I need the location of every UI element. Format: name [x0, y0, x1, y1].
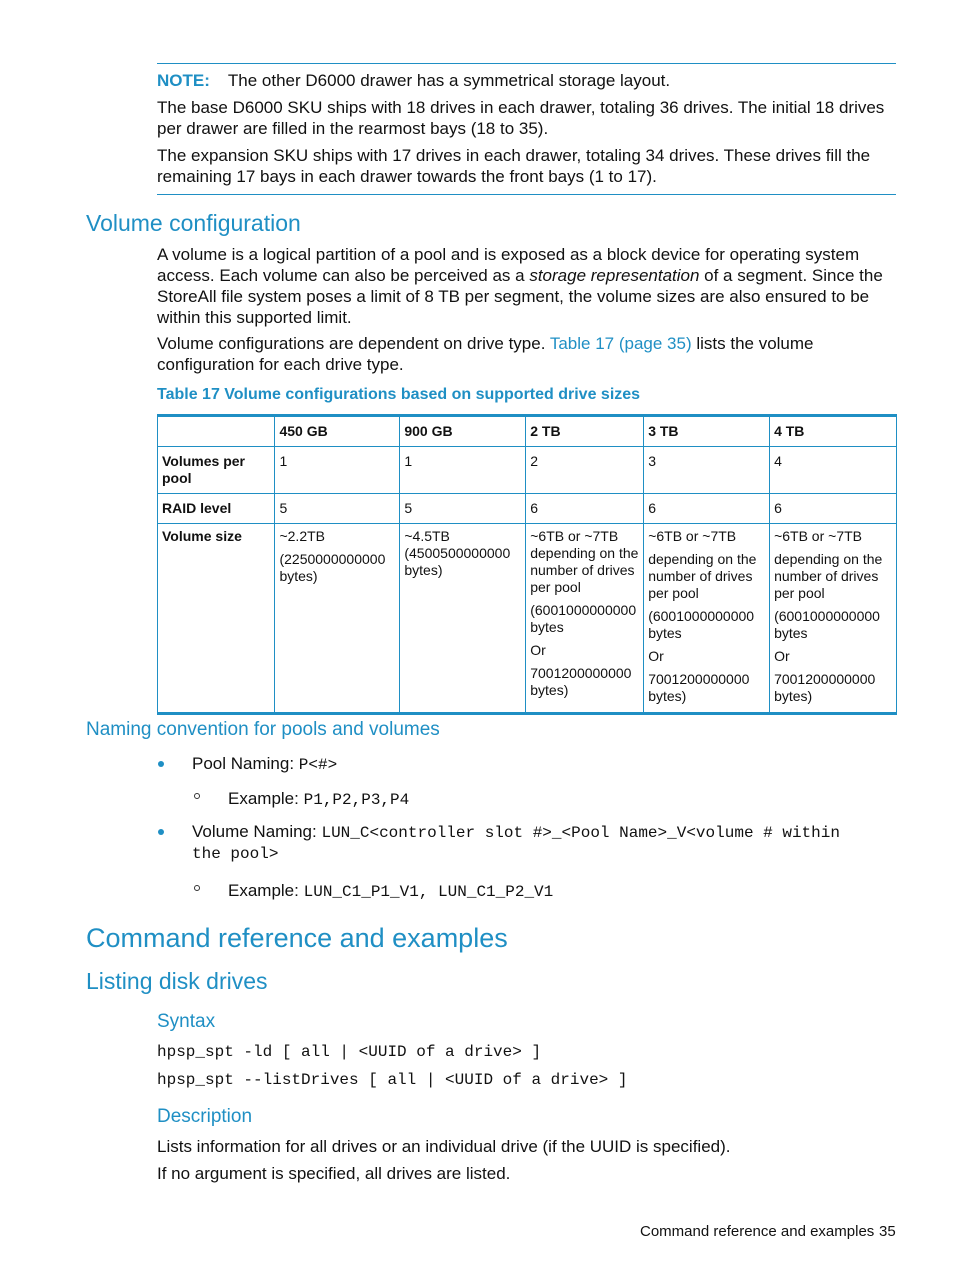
cell-line: (6001000000000 bytes	[530, 602, 637, 635]
footer-title: Command reference and examples	[640, 1223, 875, 1240]
note-label: NOTE:	[157, 71, 210, 90]
table-cell	[644, 524, 770, 714]
table-cell: 6	[644, 494, 770, 524]
p2-text-b: lists the volume configuration for each drive type.	[157, 334, 814, 374]
cell-line: ~6TB or ~7TB depending on the number of drives per pool	[530, 528, 639, 595]
subheading-syntax: Syntax	[157, 1011, 216, 1032]
cell-line: Or	[648, 648, 664, 664]
table-header-cell: 4 TB	[770, 416, 897, 447]
table-header-cell: 450 GB	[275, 416, 400, 447]
volume-config-paragraph-1	[157, 244, 897, 328]
table-caption: Table 17 Volume configurations based on supported drive sizes	[157, 386, 641, 403]
cell-line: ~6TB or ~7TB	[774, 528, 862, 544]
cell-line: (6001000000000 bytes	[648, 608, 755, 641]
description-line-2: If no argument is specified, all drives are listed.	[157, 1164, 511, 1183]
cell-line: Or	[530, 642, 546, 658]
pool-naming-item	[192, 753, 337, 776]
row-label-volume-size: Volume size	[158, 524, 275, 714]
table-header-row	[158, 416, 897, 447]
pool-naming-label: Pool Naming:	[192, 754, 295, 773]
volume-naming-line-1	[192, 821, 902, 844]
note-text: The other D6000 drawer has a symmetrical storage layout.	[227, 71, 671, 90]
volume-naming-code-2: the pool>	[192, 845, 279, 863]
note-paragraph-base-sku: The base D6000 SKU ships with 18 drives in each drawer, totaling 36 drives. The initial 18 drives per drawer are filled in the rearmost bays (18 to 35).	[157, 98, 885, 138]
cell-line: ~4.5TB (4500500000000 bytes)	[404, 528, 511, 578]
bullet-icon	[158, 761, 164, 767]
row-label-raid-level: RAID level	[158, 494, 275, 524]
table-cell: 6	[526, 494, 644, 524]
pool-example-item	[228, 788, 409, 811]
section-heading-volume-configuration: Volume configuration	[86, 210, 301, 236]
table-row	[158, 494, 897, 524]
volume-naming-item	[192, 821, 902, 865]
table-cell: 1	[275, 447, 400, 494]
table-row	[158, 524, 897, 714]
p2-text-a: Volume configurations are dependent on drive type.	[157, 334, 550, 353]
volume-example-code: LUN_C1_P1_V1, LUN_C1_P2_V1	[303, 883, 554, 901]
note-line	[157, 70, 896, 91]
p1-text-a: A volume is a logical partition of a pool and is exposed as a block device for operating system access. Each volume can also be perceived as a	[157, 245, 860, 285]
note-box	[157, 63, 896, 195]
sub-bullet-icon	[194, 885, 200, 891]
page-number: 35	[879, 1223, 896, 1240]
table-cell	[275, 524, 400, 714]
volume-example-item	[228, 880, 553, 903]
table-cell: 3	[644, 447, 770, 494]
cell-line: Or	[774, 648, 790, 664]
table-17-link[interactable]: Table 17 (page 35)	[549, 334, 692, 353]
table-cell	[400, 524, 526, 714]
table-cell: 2	[526, 447, 644, 494]
chapter-heading-command-reference: Command reference and examples	[86, 923, 508, 953]
table-cell: 5	[275, 494, 400, 524]
table-cell: 4	[770, 447, 897, 494]
table-header-cell	[158, 416, 275, 447]
table-cell	[526, 524, 644, 714]
table-cell: 5	[400, 494, 526, 524]
cell-line: depending on the number of drives per pool	[774, 551, 883, 601]
cell-line: 7001200000000 bytes)	[530, 665, 632, 698]
table-cell: 6	[770, 494, 897, 524]
table-cell: 1	[400, 447, 526, 494]
volume-naming-label: Volume Naming:	[192, 822, 317, 841]
volume-naming-code-1: LUN_C<controller slot #>_<Pool Name>_V<volume # within	[321, 824, 840, 842]
cell-line: depending on the number of drives per pool	[648, 551, 757, 601]
pool-naming-code: P<#>	[298, 756, 338, 774]
syntax-line-1: hpsp_spt -ld [ all | <UUID of a drive> ]	[157, 1043, 542, 1061]
pool-example-label: Example:	[228, 789, 299, 808]
bullet-icon	[158, 829, 164, 835]
cell-line: ~6TB or ~7TB	[648, 528, 737, 544]
cell-line: 7001200000000 bytes)	[774, 671, 876, 704]
table-header-cell: 900 GB	[400, 416, 526, 447]
pool-example-code: P1,P2,P3,P4	[303, 791, 410, 809]
description-line-1: Lists information for all drives or an individual drive (if the UUID is specified).	[157, 1137, 731, 1156]
sub-bullet-icon	[194, 793, 200, 799]
table-header-cell: 3 TB	[644, 416, 770, 447]
section-heading-listing-disk-drives: Listing disk drives	[86, 968, 268, 994]
cell-line: (2250000000000 bytes)	[279, 551, 386, 584]
volume-config-paragraph-2	[157, 333, 897, 375]
section-heading-naming-convention: Naming convention for pools and volumes	[86, 719, 440, 740]
table-header-cell: 2 TB	[526, 416, 644, 447]
table-row	[158, 447, 897, 494]
subheading-description: Description	[157, 1106, 253, 1127]
table-cell	[770, 524, 897, 714]
row-label-volumes-per-pool: Volumes per pool	[158, 447, 275, 494]
note-paragraph-expansion-sku: The expansion SKU ships with 17 drives in each drawer, totaling 34 drives. These drives fill the remaining 17 bays in each drawer towards the front bays (1 to 17).	[157, 146, 871, 186]
volume-example-label: Example:	[228, 881, 299, 900]
cell-line: ~2.2TB	[279, 528, 325, 544]
p1-emphasis: storage representation	[529, 266, 700, 285]
cell-line: 7001200000000 bytes)	[648, 671, 750, 704]
p1-text-b: of a segment. Since the StoreAll file system poses a limit of 8 TB per segment, the volume sizes are also ensured to be within this supported limit.	[157, 266, 883, 327]
syntax-line-2: hpsp_spt --listDrives [ all | <UUID of a drive> ]	[157, 1071, 628, 1089]
cell-line: (6001000000000 bytes	[774, 608, 880, 641]
volume-config-table	[157, 414, 897, 715]
